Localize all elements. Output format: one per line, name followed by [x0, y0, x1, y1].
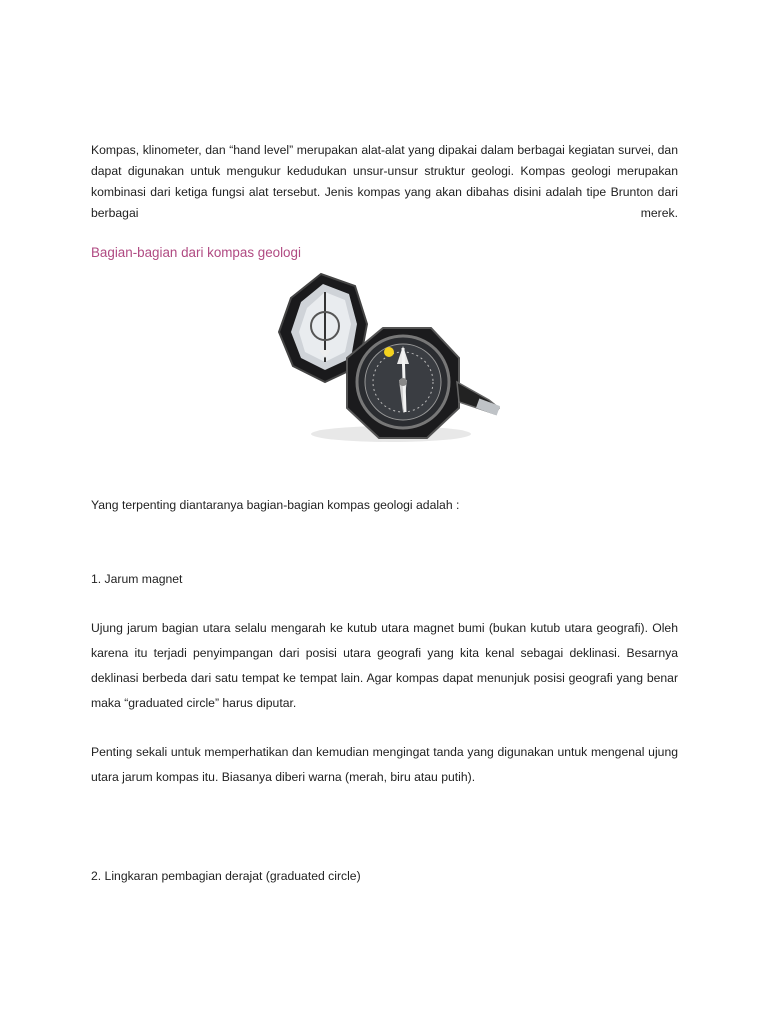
intro-line: Kompas, klinometer, dan “hand level” merupakan alat-alat yang dipakai dalam berbagai kegiatan survei, dan: [91, 143, 678, 157]
compass-illustration: [263, 262, 507, 450]
intro-last-left: berbagai: [91, 206, 139, 220]
intro-line: dapat digunakan untuk mengukur kedudukan unsur-unsur struktur geologi. Kompas geologi merupakan: [91, 164, 678, 178]
compass-photo: [263, 262, 507, 450]
compass-body: [347, 328, 459, 438]
item1-paragraph-2: Penting sekali untuk memperhatikan dan kemudian mengingat tanda yang digunakan untuk mengenal ujung utara jarum kompas itu. Biasanya diberi warna (merah, biru atau putih).: [91, 745, 678, 784]
item2-title: 2. Lingkaran pembagian derajat (graduated circle): [91, 869, 361, 883]
item1-paragraph-1: Ujung jarum bagian utara selalu mengarah ke kutub utara magnet bumi (bukan kutub utara geografi). Oleh karena itu terjadi penyimpangan dari posisi utara geografi yang kita kenal sebagai deklinasi. Besarnya deklinasi berbeda dari satu tempat ke tempat lain. Agar kompas dapat menunjuk posisi geografi yang benar maka “graduated circle” harus diputar.: [91, 621, 678, 710]
intro-line: kombinasi dari ketiga fungsi alat tersebut. Jenis kompas yang akan dibahas disini adalah tipe Brunton dari: [91, 185, 678, 199]
section-heading: Bagian-bagian dari kompas geologi: [91, 245, 301, 260]
intro-paragraph: [91, 140, 678, 224]
intro-last-line: [91, 203, 678, 224]
list-intro: Yang terpenting diantaranya bagian-bagian kompas geologi adalah :: [91, 498, 460, 512]
item1-title: 1. Jarum magnet: [91, 572, 183, 586]
intro-last-right: merek.: [640, 206, 678, 220]
